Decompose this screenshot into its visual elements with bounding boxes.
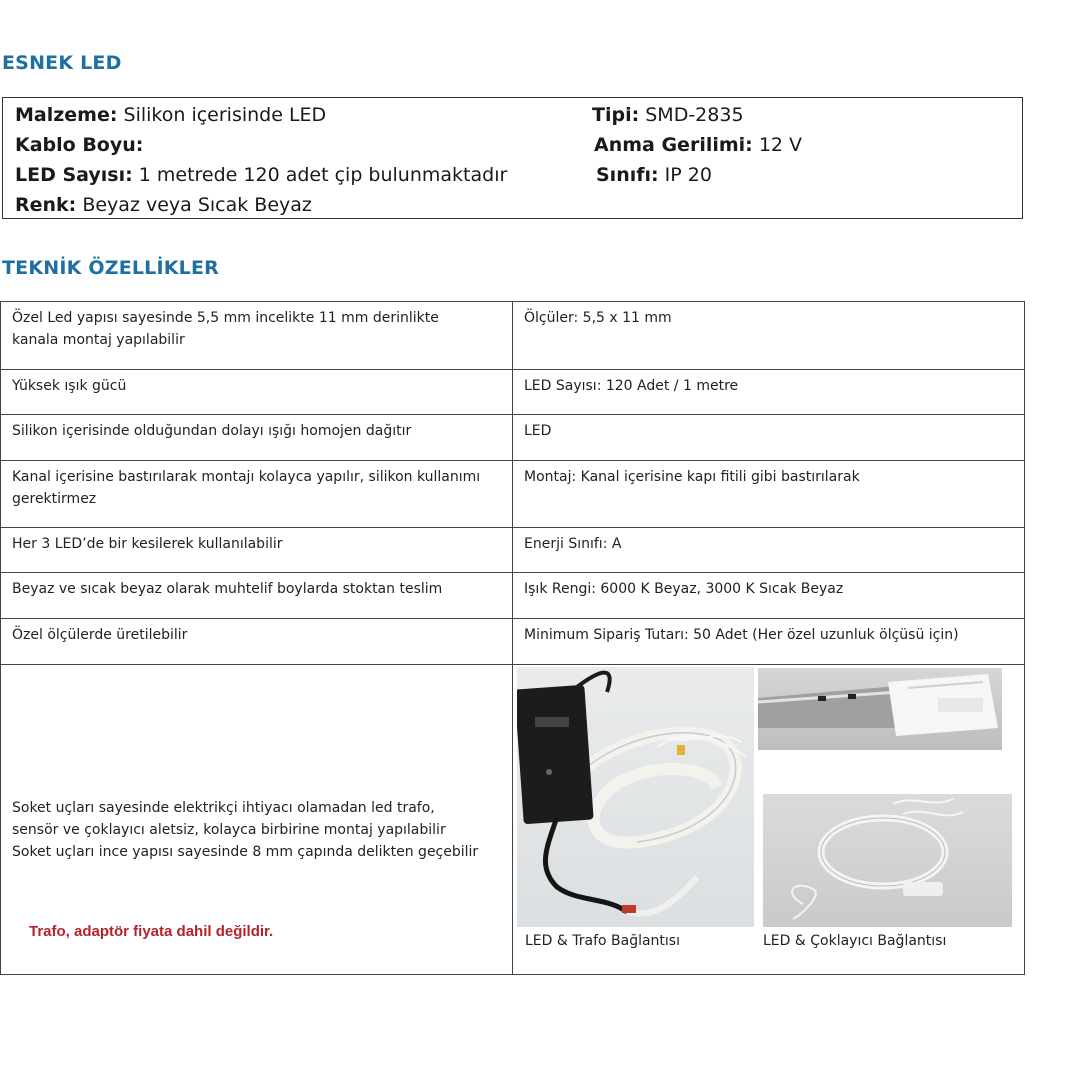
spec-tipi: [592, 104, 744, 126]
feature-cell: Her 3 LED’de bir kesilerek kullanılabilir: [1, 528, 513, 573]
soket-line: Soket uçları sayesinde elektrikçi ihtiyacı olamadan led trafo,: [12, 800, 435, 816]
spec-malzeme: [15, 104, 326, 126]
section-title-esnek-led: ESNEK LED: [2, 52, 122, 74]
spec-value: 12 V: [758, 134, 803, 156]
led-coklayici-photo: [763, 794, 1012, 927]
table-row: [1, 302, 1025, 370]
table-row: [1, 528, 1025, 573]
table-row: [1, 619, 1025, 665]
spec-cell: LED Sayısı: 120 Adet / 1 metre: [513, 370, 1025, 415]
spec-cell: Ölçüler: 5,5 x 11 mm: [513, 302, 1025, 370]
connector-photo: [758, 668, 1002, 750]
spec-cell: Enerji Sınıfı: A: [513, 528, 1025, 573]
spec-value: SMD-2835: [645, 104, 744, 126]
spec-sinifi: [596, 164, 712, 186]
feature-cell: Kanal içerisine bastırılarak montajı kolayca yapılır, silikon kullanımı gerektirmez: [1, 461, 513, 528]
table-row: [1, 415, 1025, 461]
spec-value: IP 20: [664, 164, 712, 186]
spec-label: Renk:: [15, 194, 77, 216]
spec-renk: [15, 194, 312, 216]
table-row: [1, 573, 1025, 619]
caption-led-coklayici: LED & Çoklayıcı Bağlantısı: [763, 933, 947, 949]
feature-cell: Özel Led yapısı sayesinde 5,5 mm incelikte 11 mm derinlikte kanala montaj yapılabilir: [1, 302, 513, 370]
feature-cell: Yüksek ışık gücü: [1, 370, 513, 415]
spec-value: Beyaz veya Sıcak Beyaz: [82, 194, 312, 216]
table-row: [1, 370, 1025, 415]
spec-label: Malzeme:: [15, 104, 118, 126]
spec-cell: LED: [513, 415, 1025, 461]
table-row: [1, 461, 1025, 528]
led-trafo-photo: [517, 667, 754, 927]
spec-cell: Montaj: Kanal içerisine kapı fitili gibi bastırılarak: [513, 461, 1025, 528]
soket-line: Soket uçları ince yapısı sayesinde 8 mm çapında delikten geçebilir: [12, 844, 479, 860]
feature-cell: Silikon içerisinde olduğundan dolayı ışığı homojen dağıtır: [1, 415, 513, 461]
section-title-teknik-ozellikler: TEKNİK ÖZELLİKLER: [2, 257, 220, 279]
spec-value: Silikon içerisinde LED: [123, 104, 327, 126]
spec-label: Kablo Boyu:: [15, 134, 144, 156]
spec-led-sayisi: [15, 164, 507, 186]
spec-label: Tipi:: [592, 104, 640, 126]
spec-label: Anma Gerilimi:: [594, 134, 753, 156]
spec-value: 1 metrede 120 adet çip bulunmaktadır: [138, 164, 508, 186]
spec-label: LED Sayısı:: [15, 164, 133, 186]
spec-box: [2, 97, 1023, 219]
caption-led-trafo: LED & Trafo Bağlantısı: [525, 933, 680, 949]
spec-cell: Işık Rengi: 6000 K Beyaz, 3000 K Sıcak Beyaz: [513, 573, 1025, 619]
spec-kablo: [15, 134, 143, 156]
soket-description: [12, 797, 478, 863]
price-note: Trafo, adaptör fiyata dahil değildir.: [29, 923, 274, 940]
soket-line: sensör ve çoklayıcı aletsiz, kolayca birbirine montaj yapılabilir: [12, 822, 446, 838]
spec-anma-gerilimi: [594, 134, 802, 156]
spec-cell: Minimum Sipariş Tutarı: 50 Adet (Her özel uzunluk ölçüsü için): [513, 619, 1025, 665]
feature-cell: Beyaz ve sıcak beyaz olarak muhtelif boylarda stoktan teslim: [1, 573, 513, 619]
feature-cell: Özel ölçülerde üretilebilir: [1, 619, 513, 665]
spec-label: Sınıfı:: [596, 164, 659, 186]
